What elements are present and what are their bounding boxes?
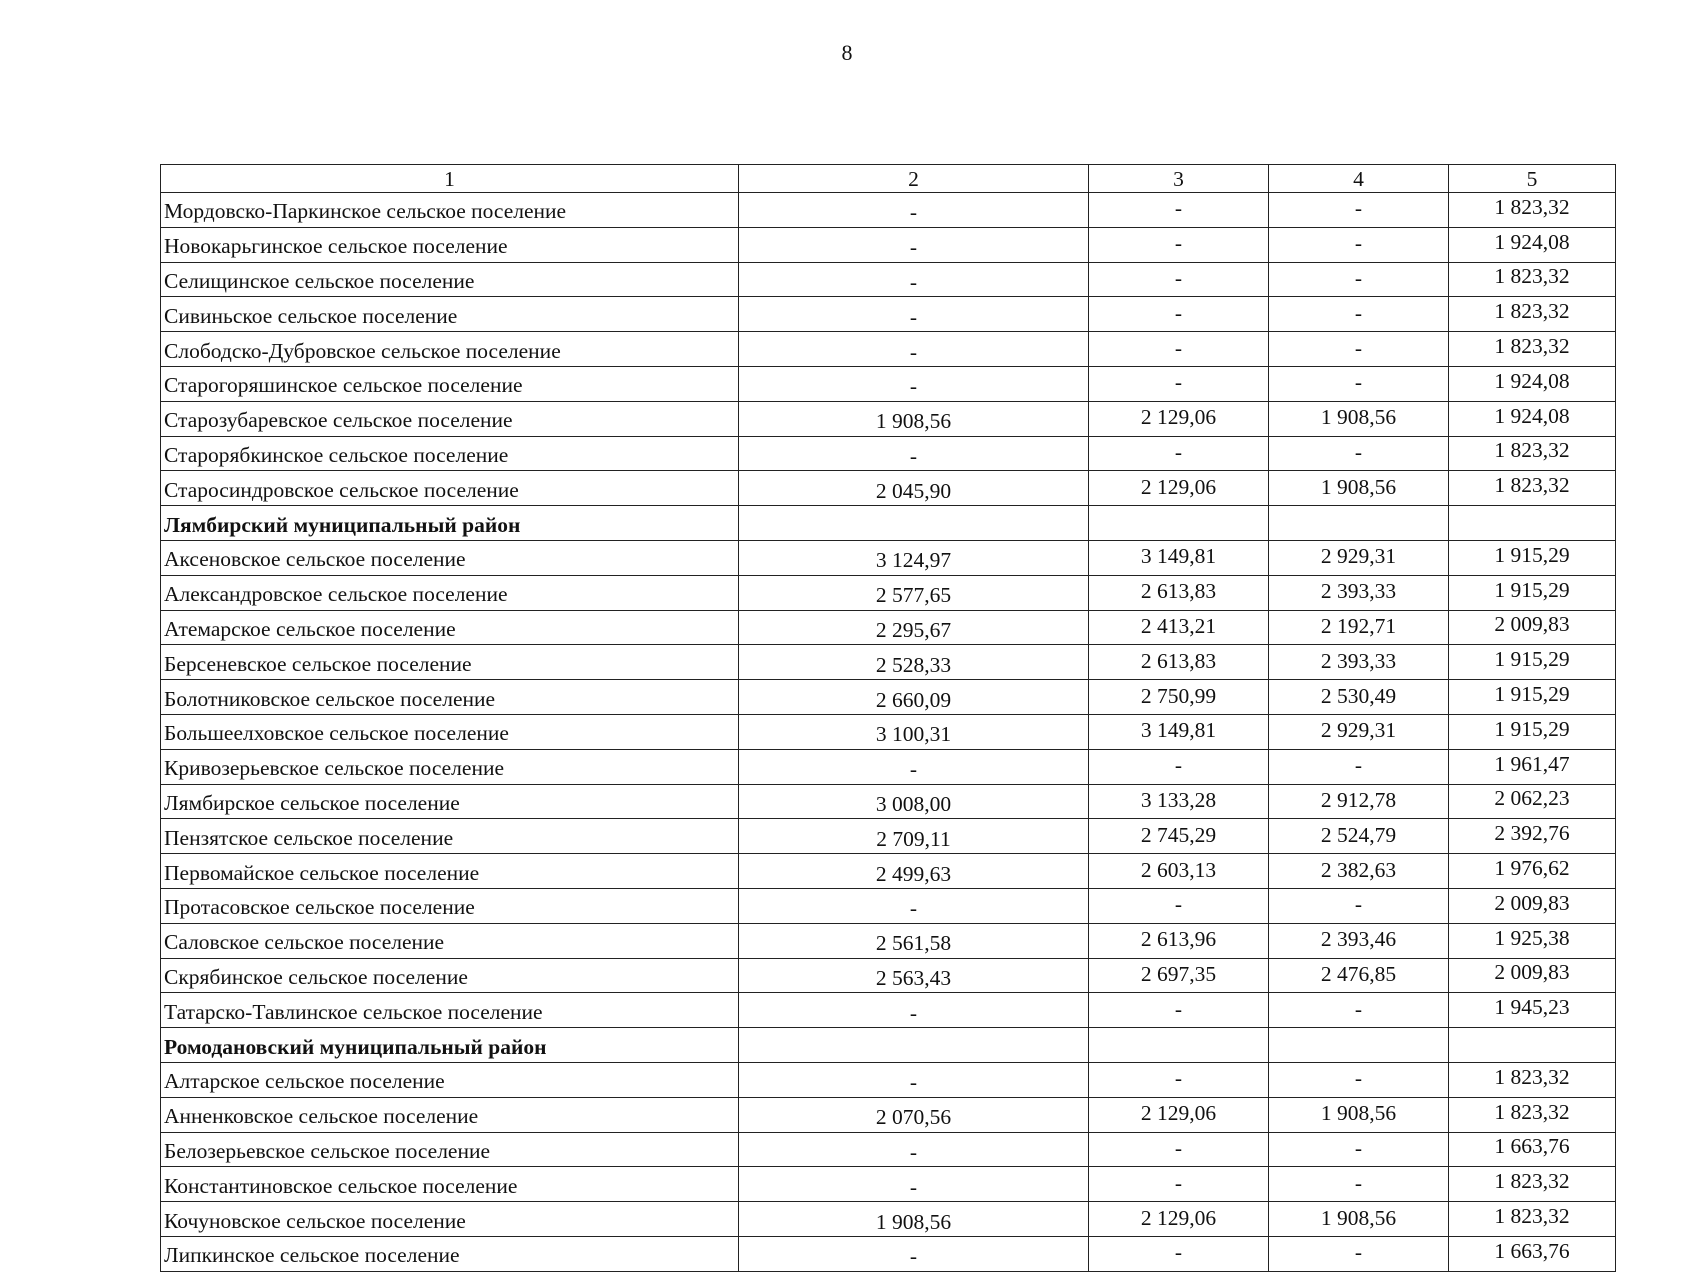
settlement-name-cell: Лямбирское сельское поселение (161, 784, 739, 819)
settlement-name-cell: Протасовское сельское поселение (161, 888, 739, 923)
value-cell-col3: 2 750,99 (1089, 680, 1269, 715)
value-cell-col2: - (739, 993, 1089, 1028)
value-cell-col2: - (739, 749, 1089, 784)
value-cell-col5: 1 976,62 (1449, 854, 1616, 889)
value-cell-col5: 1 961,47 (1449, 749, 1616, 784)
table-row (161, 714, 1616, 749)
table-row (161, 366, 1616, 401)
table-row (161, 1236, 1616, 1271)
value-cell-col4: - (1269, 366, 1449, 401)
value-cell-col3: - (1089, 1132, 1269, 1167)
table-row (161, 575, 1616, 610)
value-cell-col2: 2 577,65 (739, 575, 1089, 610)
value-cell-col2: 2 295,67 (739, 610, 1089, 645)
value-cell-col2: 1 908,56 (739, 401, 1089, 436)
column-header-5: 5 (1449, 165, 1616, 193)
value-cell-col5: 1 924,08 (1449, 401, 1616, 436)
value-cell-col2: - (739, 888, 1089, 923)
settlement-name-cell: Скрябинское сельское поселение (161, 958, 739, 993)
settlement-name-cell: Мордовско-Паркинское сельское поселение (161, 193, 739, 228)
header-row (161, 165, 1616, 193)
value-cell-col5: 2 009,83 (1449, 610, 1616, 645)
settlement-name-cell: Атемарское сельское поселение (161, 610, 739, 645)
settlement-name-cell: Кривозерьевское сельское поселение (161, 749, 739, 784)
settlement-name-cell: Татарско-Тавлинское сельское поселение (161, 993, 739, 1028)
value-cell-col3: - (1089, 332, 1269, 367)
value-cell-col5: 1 823,32 (1449, 1097, 1616, 1132)
table-row (161, 993, 1616, 1028)
settlement-name-cell: Пензятское сельское поселение (161, 819, 739, 854)
value-cell-col4: - (1269, 297, 1449, 332)
table-row (161, 958, 1616, 993)
value-cell-col3: - (1089, 436, 1269, 471)
value-cell-col3: - (1089, 227, 1269, 262)
value-cell-col5: 1 663,76 (1449, 1236, 1616, 1271)
value-cell-col2: - (739, 1167, 1089, 1202)
table-row (161, 680, 1616, 715)
settlement-name-cell: Селищинское сельское поселение (161, 262, 739, 297)
value-cell-col4: - (1269, 227, 1449, 262)
table-row (161, 888, 1616, 923)
value-cell-col5: 1 823,32 (1449, 193, 1616, 228)
settlement-name-cell: Константиновское сельское поселение (161, 1167, 739, 1202)
settlement-name-cell: Старосиндровское сельское поселение (161, 471, 739, 506)
value-cell-col2: - (739, 436, 1089, 471)
value-cell-col4: - (1269, 332, 1449, 367)
value-cell-col3: - (1089, 749, 1269, 784)
table-row (161, 193, 1616, 228)
value-cell-col4: 2 929,31 (1269, 540, 1449, 575)
value-cell-col2: - (739, 297, 1089, 332)
value-cell-col4: 2 912,78 (1269, 784, 1449, 819)
value-cell-col3: - (1089, 1236, 1269, 1271)
value-cell-col3: 2 745,29 (1089, 819, 1269, 854)
table-row (161, 436, 1616, 471)
value-cell-col4 (1269, 1028, 1449, 1063)
value-cell-col4: 2 524,79 (1269, 819, 1449, 854)
value-cell-col5: 1 823,32 (1449, 436, 1616, 471)
value-cell-col3: - (1089, 1167, 1269, 1202)
value-cell-col3 (1089, 1028, 1269, 1063)
district-name-cell: Ромодановский муниципальный район (161, 1028, 739, 1063)
value-cell-col3: 3 149,81 (1089, 714, 1269, 749)
value-cell-col5: 1 925,38 (1449, 923, 1616, 958)
value-cell-col4: - (1269, 1132, 1449, 1167)
district-row (161, 506, 1616, 541)
value-cell-col5: 1 924,08 (1449, 366, 1616, 401)
value-cell-col5: 1 915,29 (1449, 680, 1616, 715)
value-cell-col2: 3 124,97 (739, 540, 1089, 575)
settlement-name-cell: Первомайское сельское поселение (161, 854, 739, 889)
value-cell-col3: 2 129,06 (1089, 1097, 1269, 1132)
settlement-name-cell: Аксеновское сельское поселение (161, 540, 739, 575)
value-cell-col2: - (739, 1062, 1089, 1097)
value-cell-col3: - (1089, 888, 1269, 923)
value-cell-col2 (739, 1028, 1089, 1063)
tariff-table (160, 164, 1616, 1272)
settlement-name-cell: Болотниковское сельское поселение (161, 680, 739, 715)
table-row (161, 1167, 1616, 1202)
table-row (161, 1132, 1616, 1167)
value-cell-col2: 2 499,63 (739, 854, 1089, 889)
table-row (161, 1202, 1616, 1237)
value-cell-col4: - (1269, 888, 1449, 923)
value-cell-col2: 2 561,58 (739, 923, 1089, 958)
value-cell-col4: 2 476,85 (1269, 958, 1449, 993)
value-cell-col4: 2 530,49 (1269, 680, 1449, 715)
value-cell-col2: 1 908,56 (739, 1202, 1089, 1237)
settlement-name-cell: Берсеневское сельское поселение (161, 645, 739, 680)
value-cell-col2: - (739, 366, 1089, 401)
value-cell-col4: 1 908,56 (1269, 471, 1449, 506)
value-cell-col2: 3 008,00 (739, 784, 1089, 819)
value-cell-col4: 1 908,56 (1269, 401, 1449, 436)
table-row (161, 854, 1616, 889)
settlement-name-cell: Белозерьевское сельское поселение (161, 1132, 739, 1167)
value-cell-col3: - (1089, 297, 1269, 332)
column-header-2: 2 (739, 165, 1089, 193)
table-row (161, 1062, 1616, 1097)
value-cell-col2: 2 660,09 (739, 680, 1089, 715)
value-cell-col4: - (1269, 1236, 1449, 1271)
column-header-3: 3 (1089, 165, 1269, 193)
value-cell-col3: 2 613,83 (1089, 575, 1269, 610)
value-cell-col3: - (1089, 193, 1269, 228)
value-cell-col4: - (1269, 193, 1449, 228)
table-row (161, 749, 1616, 784)
settlement-name-cell: Слободско-Дубровское сельское поселение (161, 332, 739, 367)
value-cell-col4: 2 929,31 (1269, 714, 1449, 749)
value-cell-col3: 2 129,06 (1089, 471, 1269, 506)
settlement-name-cell: Саловское сельское поселение (161, 923, 739, 958)
table-row (161, 819, 1616, 854)
value-cell-col3: - (1089, 366, 1269, 401)
value-cell-col5: 2 062,23 (1449, 784, 1616, 819)
value-cell-col5: 1 915,29 (1449, 645, 1616, 680)
settlement-name-cell: Старогоряшинское сельское поселение (161, 366, 739, 401)
value-cell-col5: 2 009,83 (1449, 958, 1616, 993)
value-cell-col3: 2 613,83 (1089, 645, 1269, 680)
value-cell-col2: 3 100,31 (739, 714, 1089, 749)
value-cell-col5: 1 915,29 (1449, 540, 1616, 575)
table-row (161, 784, 1616, 819)
value-cell-col2: 2 045,90 (739, 471, 1089, 506)
value-cell-col3: 2 413,21 (1089, 610, 1269, 645)
value-cell-col5: 1 915,29 (1449, 714, 1616, 749)
settlement-name-cell: Большеелховское сельское поселение (161, 714, 739, 749)
value-cell-col5 (1449, 1028, 1616, 1063)
table-row (161, 332, 1616, 367)
value-cell-col3: - (1089, 993, 1269, 1028)
value-cell-col3: - (1089, 262, 1269, 297)
value-cell-col2 (739, 506, 1089, 541)
value-cell-col3: 2 613,96 (1089, 923, 1269, 958)
value-cell-col5: 1 823,32 (1449, 297, 1616, 332)
value-cell-col4: - (1269, 436, 1449, 471)
value-cell-col4: - (1269, 749, 1449, 784)
value-cell-col5: 1 823,32 (1449, 471, 1616, 506)
table-row (161, 540, 1616, 575)
value-cell-col4: - (1269, 993, 1449, 1028)
value-cell-col4: 2 393,33 (1269, 645, 1449, 680)
table-row (161, 401, 1616, 436)
value-cell-col4: - (1269, 262, 1449, 297)
value-cell-col5: 1 823,32 (1449, 1062, 1616, 1097)
column-header-4: 4 (1269, 165, 1449, 193)
value-cell-col5: 1 823,32 (1449, 1202, 1616, 1237)
column-header-1: 1 (161, 165, 739, 193)
settlement-name-cell: Анненковское сельское поселение (161, 1097, 739, 1132)
settlement-name-cell: Александровское сельское поселение (161, 575, 739, 610)
value-cell-col3: 3 133,28 (1089, 784, 1269, 819)
table-row (161, 262, 1616, 297)
table-row (161, 227, 1616, 262)
value-cell-col5: 2 009,83 (1449, 888, 1616, 923)
value-cell-col2: - (739, 193, 1089, 228)
value-cell-col2: 2 709,11 (739, 819, 1089, 854)
value-cell-col5: 1 945,23 (1449, 993, 1616, 1028)
table-body (161, 193, 1616, 1272)
value-cell-col2: 2 563,43 (739, 958, 1089, 993)
value-cell-col2: - (739, 262, 1089, 297)
settlement-name-cell: Старозубаревское сельское поселение (161, 401, 739, 436)
value-cell-col4: 2 393,46 (1269, 923, 1449, 958)
table-row (161, 471, 1616, 506)
value-cell-col2: - (739, 1236, 1089, 1271)
page-number: 8 (841, 40, 853, 65)
value-cell-col3: 2 697,35 (1089, 958, 1269, 993)
value-cell-col4: - (1269, 1062, 1449, 1097)
settlement-name-cell: Новокарьгинское сельское поселение (161, 227, 739, 262)
value-cell-col5 (1449, 506, 1616, 541)
value-cell-col2: - (739, 332, 1089, 367)
value-cell-col2: - (739, 227, 1089, 262)
value-cell-col3: - (1089, 1062, 1269, 1097)
value-cell-col3: 2 129,06 (1089, 1202, 1269, 1237)
district-name-cell: Лямбирский муниципальный район (161, 506, 739, 541)
value-cell-col2: - (739, 1132, 1089, 1167)
value-cell-col4: 2 382,63 (1269, 854, 1449, 889)
value-cell-col3 (1089, 506, 1269, 541)
settlement-name-cell: Кочуновское сельское поселение (161, 1202, 739, 1237)
value-cell-col2: 2 528,33 (739, 645, 1089, 680)
value-cell-col3: 3 149,81 (1089, 540, 1269, 575)
value-cell-col5: 2 392,76 (1449, 819, 1616, 854)
value-cell-col5: 1 823,32 (1449, 1167, 1616, 1202)
value-cell-col4 (1269, 506, 1449, 541)
settlement-name-cell: Старорябкинское сельское поселение (161, 436, 739, 471)
settlement-name-cell: Сивиньское сельское поселение (161, 297, 739, 332)
table-row (161, 645, 1616, 680)
value-cell-col3: 2 129,06 (1089, 401, 1269, 436)
value-cell-col4: 2 192,71 (1269, 610, 1449, 645)
value-cell-col4: 1 908,56 (1269, 1202, 1449, 1237)
table-row (161, 1097, 1616, 1132)
value-cell-col5: 1 663,76 (1449, 1132, 1616, 1167)
value-cell-col3: 2 603,13 (1089, 854, 1269, 889)
district-row (161, 1028, 1616, 1063)
table-row (161, 923, 1616, 958)
value-cell-col5: 1 823,32 (1449, 262, 1616, 297)
value-cell-col4: - (1269, 1167, 1449, 1202)
value-cell-col4: 1 908,56 (1269, 1097, 1449, 1132)
value-cell-col5: 1 823,32 (1449, 332, 1616, 367)
settlement-name-cell: Алтарское сельское поселение (161, 1062, 739, 1097)
value-cell-col5: 1 915,29 (1449, 575, 1616, 610)
table-row (161, 610, 1616, 645)
table-row (161, 297, 1616, 332)
value-cell-col4: 2 393,33 (1269, 575, 1449, 610)
value-cell-col2: 2 070,56 (739, 1097, 1089, 1132)
tariff-table-container (160, 164, 1615, 1272)
settlement-name-cell: Липкинское сельское поселение (161, 1236, 739, 1271)
value-cell-col5: 1 924,08 (1449, 227, 1616, 262)
